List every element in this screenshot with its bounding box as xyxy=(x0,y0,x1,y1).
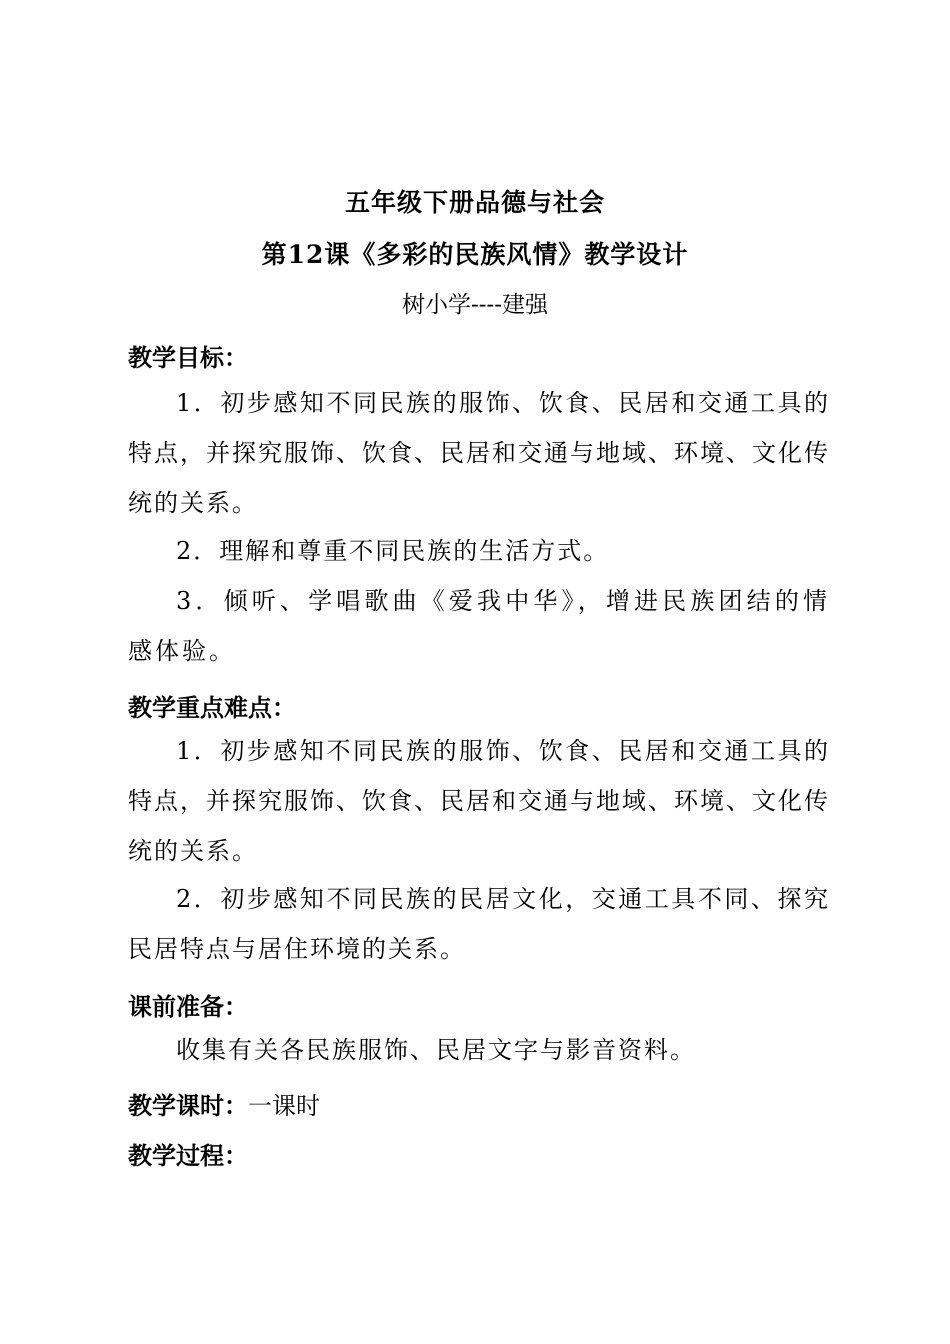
goal-item-2: 2．理解和尊重不同民族的生活方式。 xyxy=(176,537,610,565)
duration-value: 一课时 xyxy=(248,1092,320,1120)
duration-line xyxy=(128,1086,320,1121)
preparation-heading: 课前准备： xyxy=(128,992,248,1021)
preparation-text: 收集有关各民族服饰、民居文字与影音资料。 xyxy=(176,1036,696,1064)
key-points-heading: 教学重点难点： xyxy=(128,693,296,722)
goal-item-1: 1．初步感知不同民族的服饰、饮食、民居和交通工具的特点，并探究服饰、饮食、民居和交通与地域、环境、文化传统的关系。 xyxy=(128,389,830,517)
goal-item-3: 3．倾听、学唱歌曲《爱我中华》，增进民族团结的情感体验。 xyxy=(128,587,830,665)
duration-heading: 教学课时： xyxy=(128,1091,248,1120)
lesson-title: 第12课《多彩的民族风情》教学设计 xyxy=(261,240,689,269)
key-point-item-1: 1．初步感知不同民族的服饰、饮食、民居和交通工具的特点，并探究服饰、饮食、民居和交通与地域、环境、文化传统的关系。 xyxy=(128,737,830,865)
goals-heading: 教学目标： xyxy=(128,343,248,372)
author-line: 树小学----建强 xyxy=(401,292,549,318)
process-heading: 教学过程： xyxy=(128,1141,248,1170)
key-point-item-2: 2．初步感知不同民族的民居文化，交通工具不同、探究民居特点与居住环境的关系。 xyxy=(128,885,830,963)
document-title: 五年级下册品德与社会 xyxy=(344,188,605,217)
